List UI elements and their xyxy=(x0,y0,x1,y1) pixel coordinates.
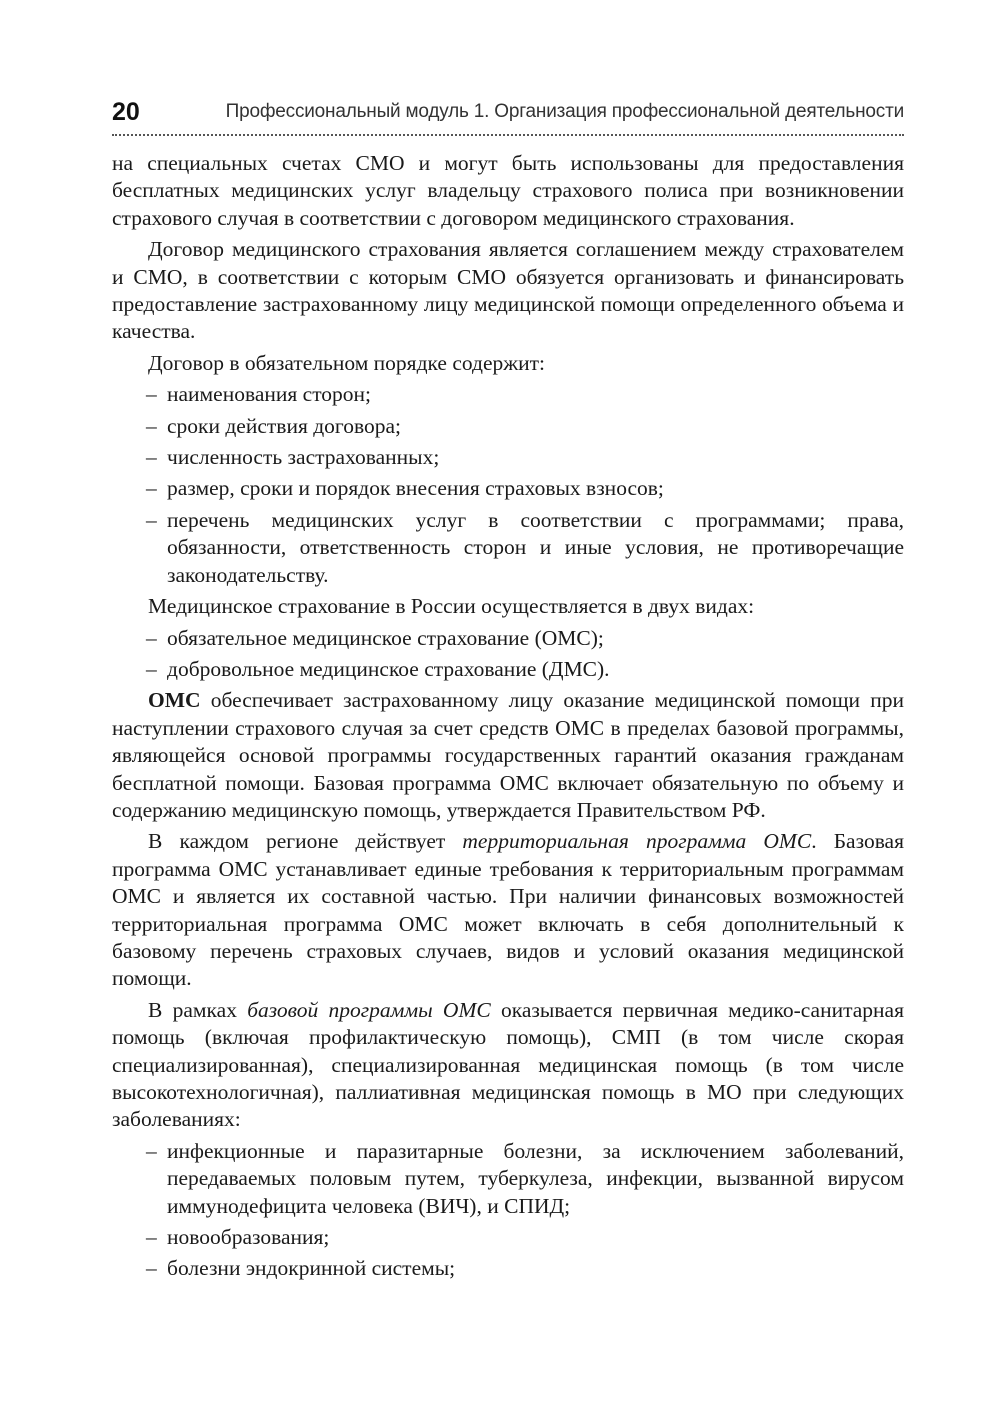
term-territorial-program: территориальная программа ОМС xyxy=(462,829,812,854)
list-item: – обязательное медицинское страхование (ОМС); xyxy=(112,625,904,652)
paragraph-insurance-types: Медицинское страхование в России осуществляется в двух видах: xyxy=(148,594,755,619)
list-item: – новообразования; xyxy=(112,1224,904,1251)
term-base-program: базовой программы ОМС xyxy=(247,997,491,1022)
page-number: 20 xyxy=(112,98,140,126)
dash-marker: – xyxy=(146,625,157,650)
dash-marker: – xyxy=(146,476,157,501)
list-item: – инфекционные и паразитарные болезни, за исключением заболеваний, передаваемых половым путем, туберкулеза, инфекции, вызванной вирусом иммунодефицита человека (ВИЧ), и СПИД; xyxy=(146,1138,904,1218)
insurance-types-list xyxy=(112,625,904,684)
term-oms: ОМС xyxy=(148,688,201,713)
list-item: – болезни эндокринной системы; xyxy=(112,1255,904,1282)
paragraph-contract-definition: Договор медицинского страхования является соглашением между страхователем и СМО, в соответствии с которым СМО обязуется организовать и финансировать предоставление застрахованному лицу медицинской помощи определенного объема и качества. xyxy=(112,237,904,344)
list-item: – наименования сторон; xyxy=(112,381,904,408)
list-item: – сроки действия договора; xyxy=(112,413,904,440)
paragraph-continuation: на специальных счетах СМО и могут быть использованы для предоставления бесплатных медицинских услуг владельцу страхового полиса при возникновении страхового случая в соответствии с договором медицинского страхования. xyxy=(112,151,904,230)
contract-contents-list xyxy=(112,381,904,589)
body-text xyxy=(112,150,904,1283)
dash-marker: – xyxy=(146,382,157,407)
dash-marker: – xyxy=(146,1256,157,1281)
list-item: – размер, сроки и порядок внесения страховых взносов; xyxy=(112,475,904,502)
paragraph-territorial-program: В каждом регионе действует территориальная программа ОМС. Базовая программа ОМС устанавливает единые требования к территориальным программам ОМС и является их составной частью. При наличии финансовых возможностей территориальная программа ОМС может включать в себя дополнительный к базовому перечень страховых случаев, видов и условий оказания медицинской помощи. xyxy=(112,829,904,991)
dash-marker: – xyxy=(146,445,157,470)
dash-marker: – xyxy=(146,656,157,681)
list-item: – добровольное медицинское страхование (ДМС). xyxy=(112,656,904,683)
diseases-list xyxy=(112,1138,904,1283)
dash-marker: – xyxy=(146,1138,157,1163)
running-title: Профессиональный модуль 1. Организация профессиональной деятельности xyxy=(225,101,904,122)
dash-marker: – xyxy=(146,413,157,438)
dash-marker: – xyxy=(146,1225,157,1250)
list-item: – перечень медицинских услуг в соответствии с программами; права, обязанности, ответственность сторон и иные условия, не противоречащие законодательству. xyxy=(146,507,904,587)
paragraph-oms: ОМС обеспечивает застрахованному лицу оказание медицинской помощи при наступлении страхового случая за счет средств ОМС в пределах базовой программы, являющейся основой программы государственных гарантий оказания гражданам бесплатной помощи. Базовая программа ОМС включает обязательную по объему и содержанию медицинскую помощь, утверждается Правительством РФ. xyxy=(112,688,904,822)
dash-marker: – xyxy=(146,507,157,532)
paragraph-base-program: В рамках базовой программы ОМС оказывается первичная медико-санитарная помощь (включая профилактическую помощь), СМП (в том числе скорая специализированная), специализированная медицинская помощь (в том числе высокотехнологичная), паллиативная медицинская помощь в МО при следующих заболеваниях: xyxy=(112,997,904,1132)
list-item: – численность застрахованных; xyxy=(112,444,904,471)
paragraph-contract-contains: Договор в обязательном порядке содержит: xyxy=(148,350,545,375)
page-header xyxy=(112,98,904,136)
